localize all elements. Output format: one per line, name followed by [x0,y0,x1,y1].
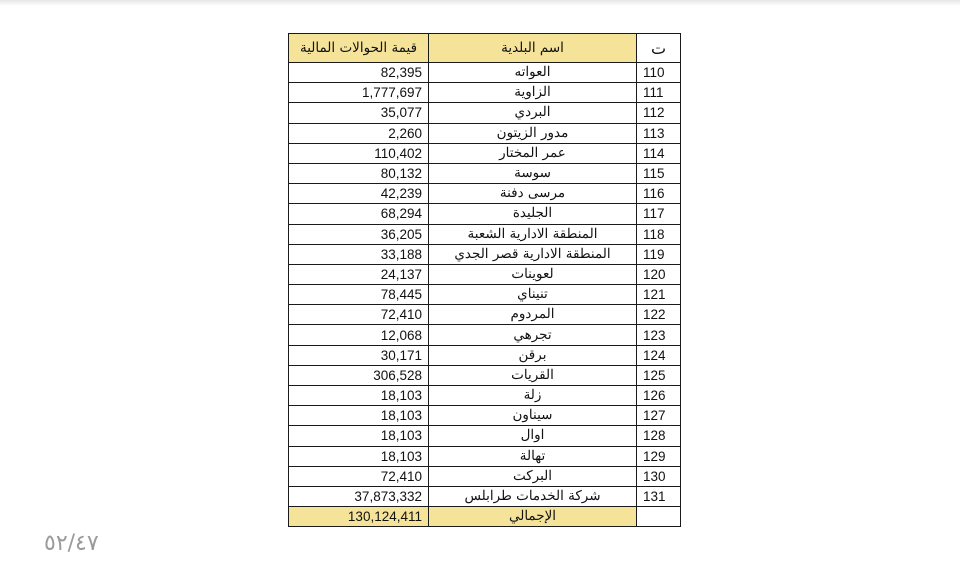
row-value: 2,260 [289,123,429,143]
table-row [289,406,681,426]
total-value: 130,124,411 [289,507,429,527]
row-value: 72,410 [289,466,429,486]
row-value: 12,068 [289,325,429,345]
row-value: 18,103 [289,446,429,466]
row-value: 24,137 [289,264,429,284]
row-municipality: المنطقة الادارية الشعبة [429,224,637,244]
row-municipality: المردوم [429,305,637,325]
row-municipality: تجرهي [429,325,637,345]
row-value: 18,103 [289,406,429,426]
table-row [289,466,681,486]
table-row [289,365,681,385]
table-row [289,163,681,183]
header-value: قيمة الحوالات المالية [289,34,429,63]
table-header-row [289,34,681,63]
table-row [289,204,681,224]
row-number: 128 [637,426,681,446]
row-value: 110,402 [289,143,429,163]
row-value: 18,103 [289,386,429,406]
row-municipality: برقن [429,345,637,365]
table-row [289,184,681,204]
table-row [289,305,681,325]
remittance-table [288,33,681,527]
table-row [289,83,681,103]
table-row [289,446,681,466]
row-number: 127 [637,406,681,426]
row-value: 306,528 [289,365,429,385]
total-row [289,507,681,527]
row-municipality: اوال [429,426,637,446]
top-shadow-rule [0,0,960,6]
row-value: 42,239 [289,184,429,204]
row-number: 131 [637,486,681,506]
row-municipality: تهالة [429,446,637,466]
row-municipality: زلة [429,386,637,406]
row-value: 72,410 [289,305,429,325]
row-municipality: المنطقة الادارية قصر الجدي [429,244,637,264]
row-value: 35,077 [289,103,429,123]
row-number: 115 [637,163,681,183]
row-municipality: تنيناي [429,285,637,305]
row-municipality: القريات [429,365,637,385]
row-number: 130 [637,466,681,486]
row-number: 122 [637,305,681,325]
row-value: 1,777,697 [289,83,429,103]
total-label: الإجمالي [429,507,637,527]
table-row [289,325,681,345]
row-municipality: عمر المختار [429,143,637,163]
row-municipality: شركة الخدمات طرابلس [429,486,637,506]
row-value: 80,132 [289,163,429,183]
row-value: 30,171 [289,345,429,365]
row-value: 18,103 [289,426,429,446]
row-municipality: العواته [429,63,637,83]
row-number: 124 [637,345,681,365]
table-row [289,143,681,163]
row-number: 114 [637,143,681,163]
row-municipality: مدور الزيتون [429,123,637,143]
row-value: 37,873,332 [289,486,429,506]
table-row [289,386,681,406]
total-empty-cell [637,507,681,527]
row-number: 113 [637,123,681,143]
row-municipality: لعوينات [429,264,637,284]
row-value: 36,205 [289,224,429,244]
page-number-mark: ٥٢/٤٧ [44,531,99,556]
table-row [289,486,681,506]
table-row [289,345,681,365]
row-value: 68,294 [289,204,429,224]
table-row [289,264,681,284]
row-number: 126 [637,386,681,406]
table-row [289,285,681,305]
row-value: 82,395 [289,63,429,83]
row-number: 129 [637,446,681,466]
row-municipality: البركت [429,466,637,486]
row-number: 110 [637,63,681,83]
row-number: 116 [637,184,681,204]
header-num: ت [637,34,681,63]
row-number: 125 [637,365,681,385]
row-number: 118 [637,224,681,244]
table-row [289,63,681,83]
table-row [289,244,681,264]
row-municipality: سوسة [429,163,637,183]
row-number: 123 [637,325,681,345]
row-number: 117 [637,204,681,224]
table-row [289,103,681,123]
row-municipality: البردي [429,103,637,123]
row-number: 120 [637,264,681,284]
row-number: 112 [637,103,681,123]
row-municipality: مرسى دفنة [429,184,637,204]
table-row [289,426,681,446]
row-number: 111 [637,83,681,103]
row-municipality: سيناون [429,406,637,426]
row-value: 33,188 [289,244,429,264]
table-row [289,123,681,143]
table-row [289,224,681,244]
row-municipality: الجليدة [429,204,637,224]
header-name: اسم البلدية [429,34,637,63]
row-value: 78,445 [289,285,429,305]
row-municipality: الزاوية [429,83,637,103]
row-number: 121 [637,285,681,305]
row-number: 119 [637,244,681,264]
